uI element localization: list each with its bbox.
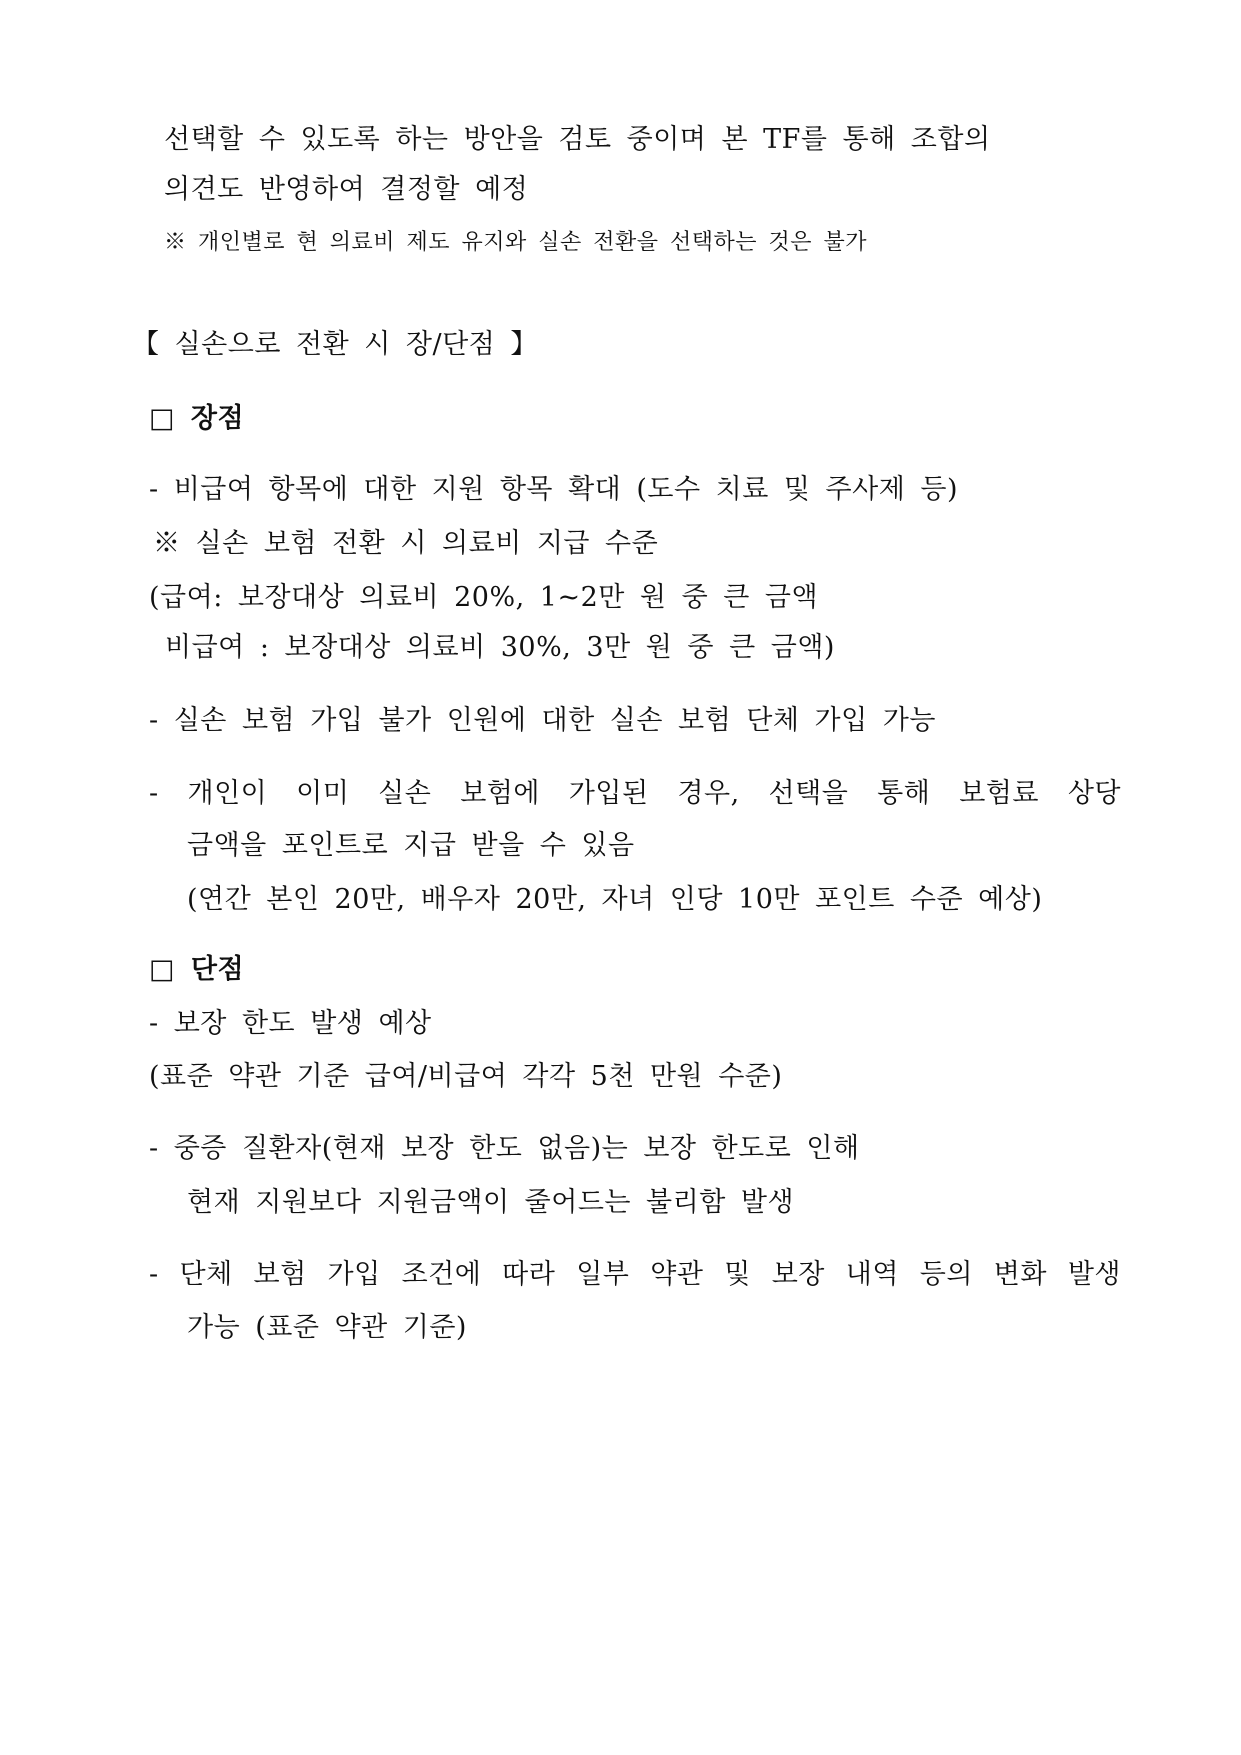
- pros-item-3-line-1: - 개인이 이미 실손 보험에 가입된 경우, 선택을 통해 보험료 상당: [149, 778, 1121, 809]
- section-title: 【 실손으로 전환 시 장/단점 】: [132, 329, 538, 360]
- cons-heading: □ 단점: [149, 954, 245, 985]
- pros-note-line-2: 비급여 : 보장대상 의료비 30%, 3만 원 중 큰 금액): [165, 632, 835, 663]
- pros-heading: □ 장점: [149, 403, 245, 434]
- intro-line-2: 의견도 반영하여 결정할 예정: [164, 174, 529, 205]
- pros-note-title: ※ 실손 보험 전환 시 의료비 지급 수준: [153, 528, 659, 559]
- pros-item-2: - 실손 보험 가입 불가 인원에 대한 실손 보험 단체 가입 가능: [149, 705, 936, 736]
- cons-item-1-line-1: - 보장 한도 발생 예상: [149, 1008, 432, 1039]
- pros-note-line-1: (급여: 보장대상 의료비 20%, 1~2만 원 중 큰 금액: [149, 582, 819, 613]
- intro-note: ※ 개인별로 현 의료비 제도 유지와 실손 전환을 선택하는 것은 불가: [164, 230, 867, 255]
- cons-item-3-line-2: 가능 (표준 약관 기준): [187, 1312, 467, 1343]
- pros-item-3-line-3: (연간 본인 20만, 배우자 20만, 자녀 인당 10만 포인트 수준 예상): [187, 884, 1043, 915]
- cons-item-2-line-1: - 중증 질환자(현재 보장 한도 없음)는 보장 한도로 인해: [149, 1133, 860, 1164]
- cons-item-1-line-2: (표준 약관 기준 급여/비급여 각각 5천 만원 수준): [149, 1061, 783, 1092]
- cons-item-3-line-1: - 단체 보험 가입 조건에 따라 일부 약관 및 보장 내역 등의 변화 발생: [149, 1259, 1121, 1290]
- intro-line-1: 선택할 수 있도록 하는 방안을 검토 중이며 본 TF를 통해 조합의: [164, 124, 991, 155]
- pros-item-3-line-2: 금액을 포인트로 지급 받을 수 있음: [187, 830, 635, 861]
- pros-item-1: - 비급여 항목에 대한 지원 항목 확대 (도수 치료 및 주사제 등): [149, 474, 958, 505]
- cons-item-2-line-2: 현재 지원보다 지원금액이 줄어드는 불리함 발생: [187, 1187, 795, 1218]
